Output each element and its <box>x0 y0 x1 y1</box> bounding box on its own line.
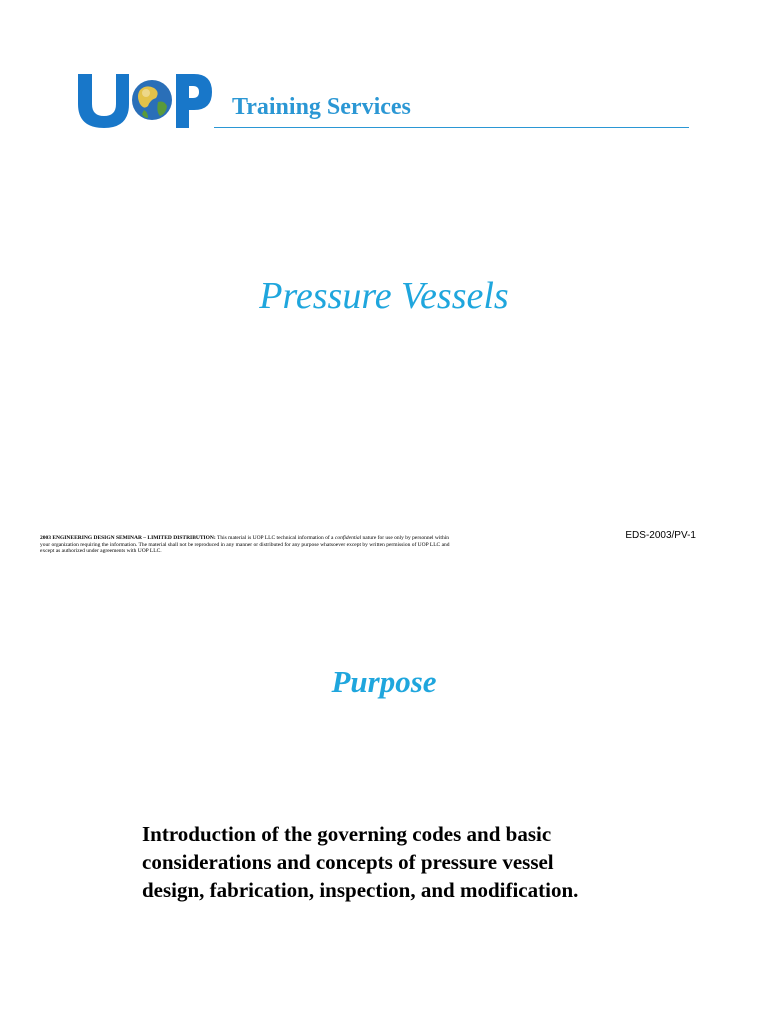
notice-heading: 2003 ENGINEERING DESIGN SEMINAR – LIMITED DISTRIBUTION: <box>40 535 216 541</box>
purpose-text <box>142 820 702 904</box>
notice-text-a: This material is UOP LLC technical information of a <box>215 535 335 541</box>
slide-title: Pressure Vessels <box>259 275 509 317</box>
purpose-heading: Purpose <box>331 664 437 699</box>
logo-letter-u <box>78 74 129 128</box>
purpose-line: considerations and concepts of pressure vessel <box>142 850 554 874</box>
slide-id: EDS-2003/PV-1 <box>625 530 696 541</box>
header-divider <box>214 127 689 128</box>
purpose-line: Introduction of the governing codes and basic <box>142 822 552 846</box>
distribution-notice <box>40 535 460 555</box>
notice-text-b: nature for use only by personnel within your organization requiring the information. The material shall not be reproduced in any manner or distributed for any purpose whatsoever except by written permission of UOP LLC and except as authorized under agreements with UOP LLC. <box>40 535 450 555</box>
purpose-line: design, fabrication, inspection, and modification. <box>142 878 579 902</box>
training-services-title: Training Services <box>232 94 411 120</box>
uop-logo <box>74 66 214 132</box>
logo-letter-p <box>176 74 212 128</box>
notice-italic: confidential <box>334 535 362 541</box>
